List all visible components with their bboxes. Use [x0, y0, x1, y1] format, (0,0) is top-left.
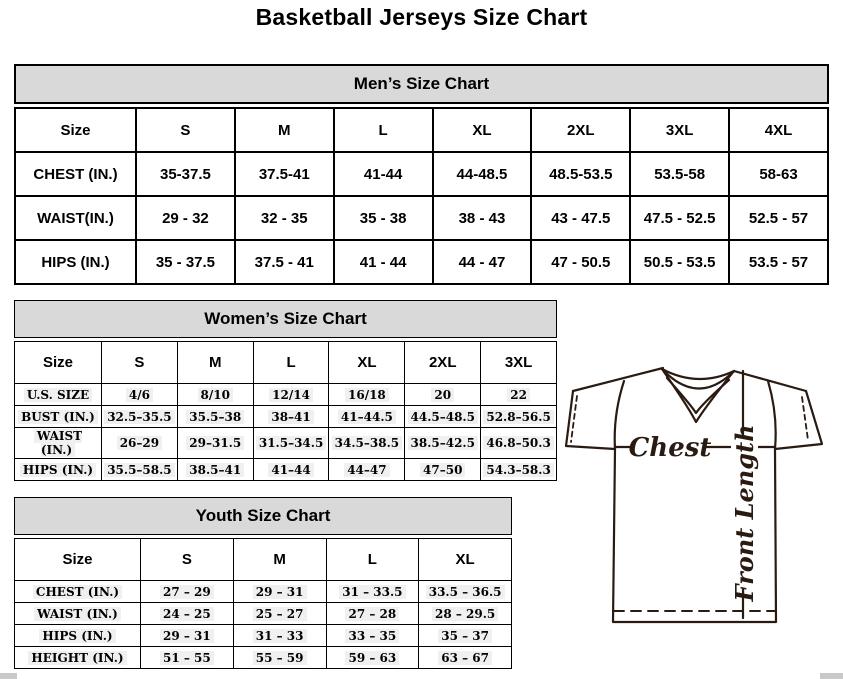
measurement-row-label: U.S. SIZE [15, 384, 102, 406]
measurement-value-cell: 12/14 [253, 384, 329, 406]
mens-size-chart-section [14, 64, 829, 285]
measurement-value-cell: 47–50 [405, 459, 481, 481]
measurement-value-cell: 20 [405, 384, 481, 406]
size-column-header: S [102, 342, 178, 384]
measurement-value-cell: 31.5–34.5 [253, 428, 329, 459]
measurement-value-cell: 29–31.5 [177, 428, 253, 459]
size-column-header: XL [419, 539, 512, 581]
measurement-value-cell: 37.5-41 [235, 152, 334, 196]
measurement-value-cell: 52.8–56.5 [481, 406, 557, 428]
measurement-value-cell: 50.5 - 53.5 [630, 240, 729, 284]
measurement-value-cell: 26–29 [102, 428, 178, 459]
measurement-value-cell: 38.5–41 [177, 459, 253, 481]
measurement-row-label: HIPS (IN.) [15, 625, 141, 647]
mens-chart-title: Men’s Size Chart [14, 64, 829, 104]
measurement-value-cell: 38 - 43 [433, 196, 532, 240]
jersey-right-cuff-stitch [802, 397, 808, 440]
mens-size-table [14, 107, 829, 285]
measurement-row [15, 603, 512, 625]
measurement-value-cell: 27 – 28 [326, 603, 419, 625]
measurement-value-cell: 35 - 38 [334, 196, 433, 240]
measurement-row-label: HIPS (IN.) [15, 459, 102, 481]
measurement-value-cell: 33 – 35 [326, 625, 419, 647]
measurement-row [15, 428, 557, 459]
front-length-label: Front Length [730, 424, 759, 602]
jersey-left-armhole-seam [615, 381, 624, 449]
measurement-value-cell: 34.5–38.5 [329, 428, 405, 459]
measurement-row [15, 406, 557, 428]
measurement-value-cell: 44–47 [329, 459, 405, 481]
size-column-header: 3XL [481, 342, 557, 384]
youth-chart-title: Youth Size Chart [14, 497, 512, 535]
page-title: Basketball Jerseys Size Chart [255, 4, 588, 30]
measurement-row [15, 647, 512, 669]
size-label-header: Size [15, 342, 102, 384]
measurement-value-cell: 52.5 - 57 [729, 196, 828, 240]
measurement-row-label: CHEST (IN.) [15, 581, 141, 603]
size-label-header: Size [15, 539, 141, 581]
measurement-value-cell: 44 - 47 [433, 240, 532, 284]
measurement-value-cell: 54.3–58.3 [481, 459, 557, 481]
bottom-left-fragment [0, 673, 17, 679]
size-column-header: M [233, 539, 326, 581]
measurement-value-cell: 29 – 31 [233, 581, 326, 603]
size-column-header: L [326, 539, 419, 581]
measurement-value-cell: 47.5 - 52.5 [630, 196, 729, 240]
size-column-header: S [141, 539, 234, 581]
measurement-row-label: WAIST (IN.) [15, 428, 102, 459]
measurement-row-label: HIPS (IN.) [15, 240, 136, 284]
measurement-row [15, 240, 828, 284]
measurement-row [15, 152, 828, 196]
measurement-value-cell: 63 – 67 [419, 647, 512, 669]
measurement-row [15, 196, 828, 240]
jersey-measurement-diagram [556, 360, 843, 674]
measurement-value-cell: 32.5–35.5 [102, 406, 178, 428]
measurement-value-cell: 35-37.5 [136, 152, 235, 196]
measurement-value-cell: 58-63 [729, 152, 828, 196]
measurement-row [15, 581, 512, 603]
measurement-value-cell: 43 - 47.5 [531, 196, 630, 240]
measurement-value-cell: 48.5-53.5 [531, 152, 630, 196]
size-column-header: XL [329, 342, 405, 384]
size-column-header: L [334, 108, 433, 152]
measurement-row-label: WAIST (IN.) [15, 603, 141, 625]
measurement-row-label: HEIGHT (IN.) [15, 647, 141, 669]
measurement-value-cell: 28 – 29.5 [419, 603, 512, 625]
measurement-value-cell: 55 – 59 [233, 647, 326, 669]
measurement-value-cell: 38.5–42.5 [405, 428, 481, 459]
measurement-value-cell: 44-48.5 [433, 152, 532, 196]
youth-size-table [14, 538, 512, 669]
size-header-row [15, 539, 512, 581]
measurement-value-cell: 33.5 – 36.5 [419, 581, 512, 603]
bottom-right-fragment [820, 673, 843, 679]
size-column-header: 4XL [729, 108, 828, 152]
measurement-row-label: WAIST(IN.) [15, 196, 136, 240]
size-column-header: M [177, 342, 253, 384]
measurement-value-cell: 31 – 33 [233, 625, 326, 647]
measurement-value-cell: 59 – 63 [326, 647, 419, 669]
jersey-left-shoulder [573, 368, 663, 391]
measurement-value-cell: 25 – 27 [233, 603, 326, 625]
measurement-value-cell: 29 – 31 [141, 625, 234, 647]
measurement-value-cell: 44.5–48.5 [405, 406, 481, 428]
size-column-header: 2XL [531, 108, 630, 152]
measurement-value-cell: 47 - 50.5 [531, 240, 630, 284]
measurement-row-label: BUST (IN.) [15, 406, 102, 428]
size-header-row [15, 108, 828, 152]
measurement-value-cell: 16/18 [329, 384, 405, 406]
jersey-right-sleeve [775, 391, 822, 449]
chest-label: Chest [628, 433, 712, 463]
measurement-value-cell: 8/10 [177, 384, 253, 406]
womens-chart-title: Women’s Size Chart [14, 300, 557, 338]
size-column-header: M [235, 108, 334, 152]
jersey-right-armhole-seam [768, 381, 776, 449]
measurement-value-cell: 29 - 32 [136, 196, 235, 240]
measurement-value-cell: 35.5–58.5 [102, 459, 178, 481]
womens-size-table [14, 341, 557, 481]
measurement-row [15, 625, 512, 647]
measurement-value-cell: 53.5-58 [630, 152, 729, 196]
measurement-row [15, 384, 557, 406]
size-label-header: Size [15, 108, 136, 152]
size-column-header: S [136, 108, 235, 152]
measurement-value-cell: 38–41 [253, 406, 329, 428]
measurement-value-cell: 31 – 33.5 [326, 581, 419, 603]
measurement-value-cell: 41 - 44 [334, 240, 433, 284]
size-column-header: 2XL [405, 342, 481, 384]
jersey-vneck-outer [662, 369, 734, 422]
measurement-value-cell: 22 [481, 384, 557, 406]
measurement-value-cell: 4/6 [102, 384, 178, 406]
jersey-left-sleeve [566, 391, 615, 449]
size-column-header: L [253, 342, 329, 384]
measurement-value-cell: 46.8–50.3 [481, 428, 557, 459]
size-header-row [15, 342, 557, 384]
measurement-value-cell: 41–44.5 [329, 406, 405, 428]
measurement-value-cell: 51 – 55 [141, 647, 234, 669]
youth-size-chart-section [14, 497, 512, 669]
measurement-value-cell: 53.5 - 57 [729, 240, 828, 284]
measurement-value-cell: 27 – 29 [141, 581, 234, 603]
measurement-row [15, 459, 557, 481]
measurement-value-cell: 41-44 [334, 152, 433, 196]
size-column-header: XL [433, 108, 532, 152]
size-column-header: 3XL [630, 108, 729, 152]
measurement-value-cell: 35 – 37 [419, 625, 512, 647]
measurement-value-cell: 35 - 37.5 [136, 240, 235, 284]
measurement-value-cell: 32 - 35 [235, 196, 334, 240]
womens-size-chart-section [14, 300, 557, 481]
measurement-value-cell: 24 – 25 [141, 603, 234, 625]
measurement-row-label: CHEST (IN.) [15, 152, 136, 196]
measurement-value-cell: 41–44 [253, 459, 329, 481]
measurement-value-cell: 35.5–38 [177, 406, 253, 428]
measurement-value-cell: 37.5 - 41 [235, 240, 334, 284]
